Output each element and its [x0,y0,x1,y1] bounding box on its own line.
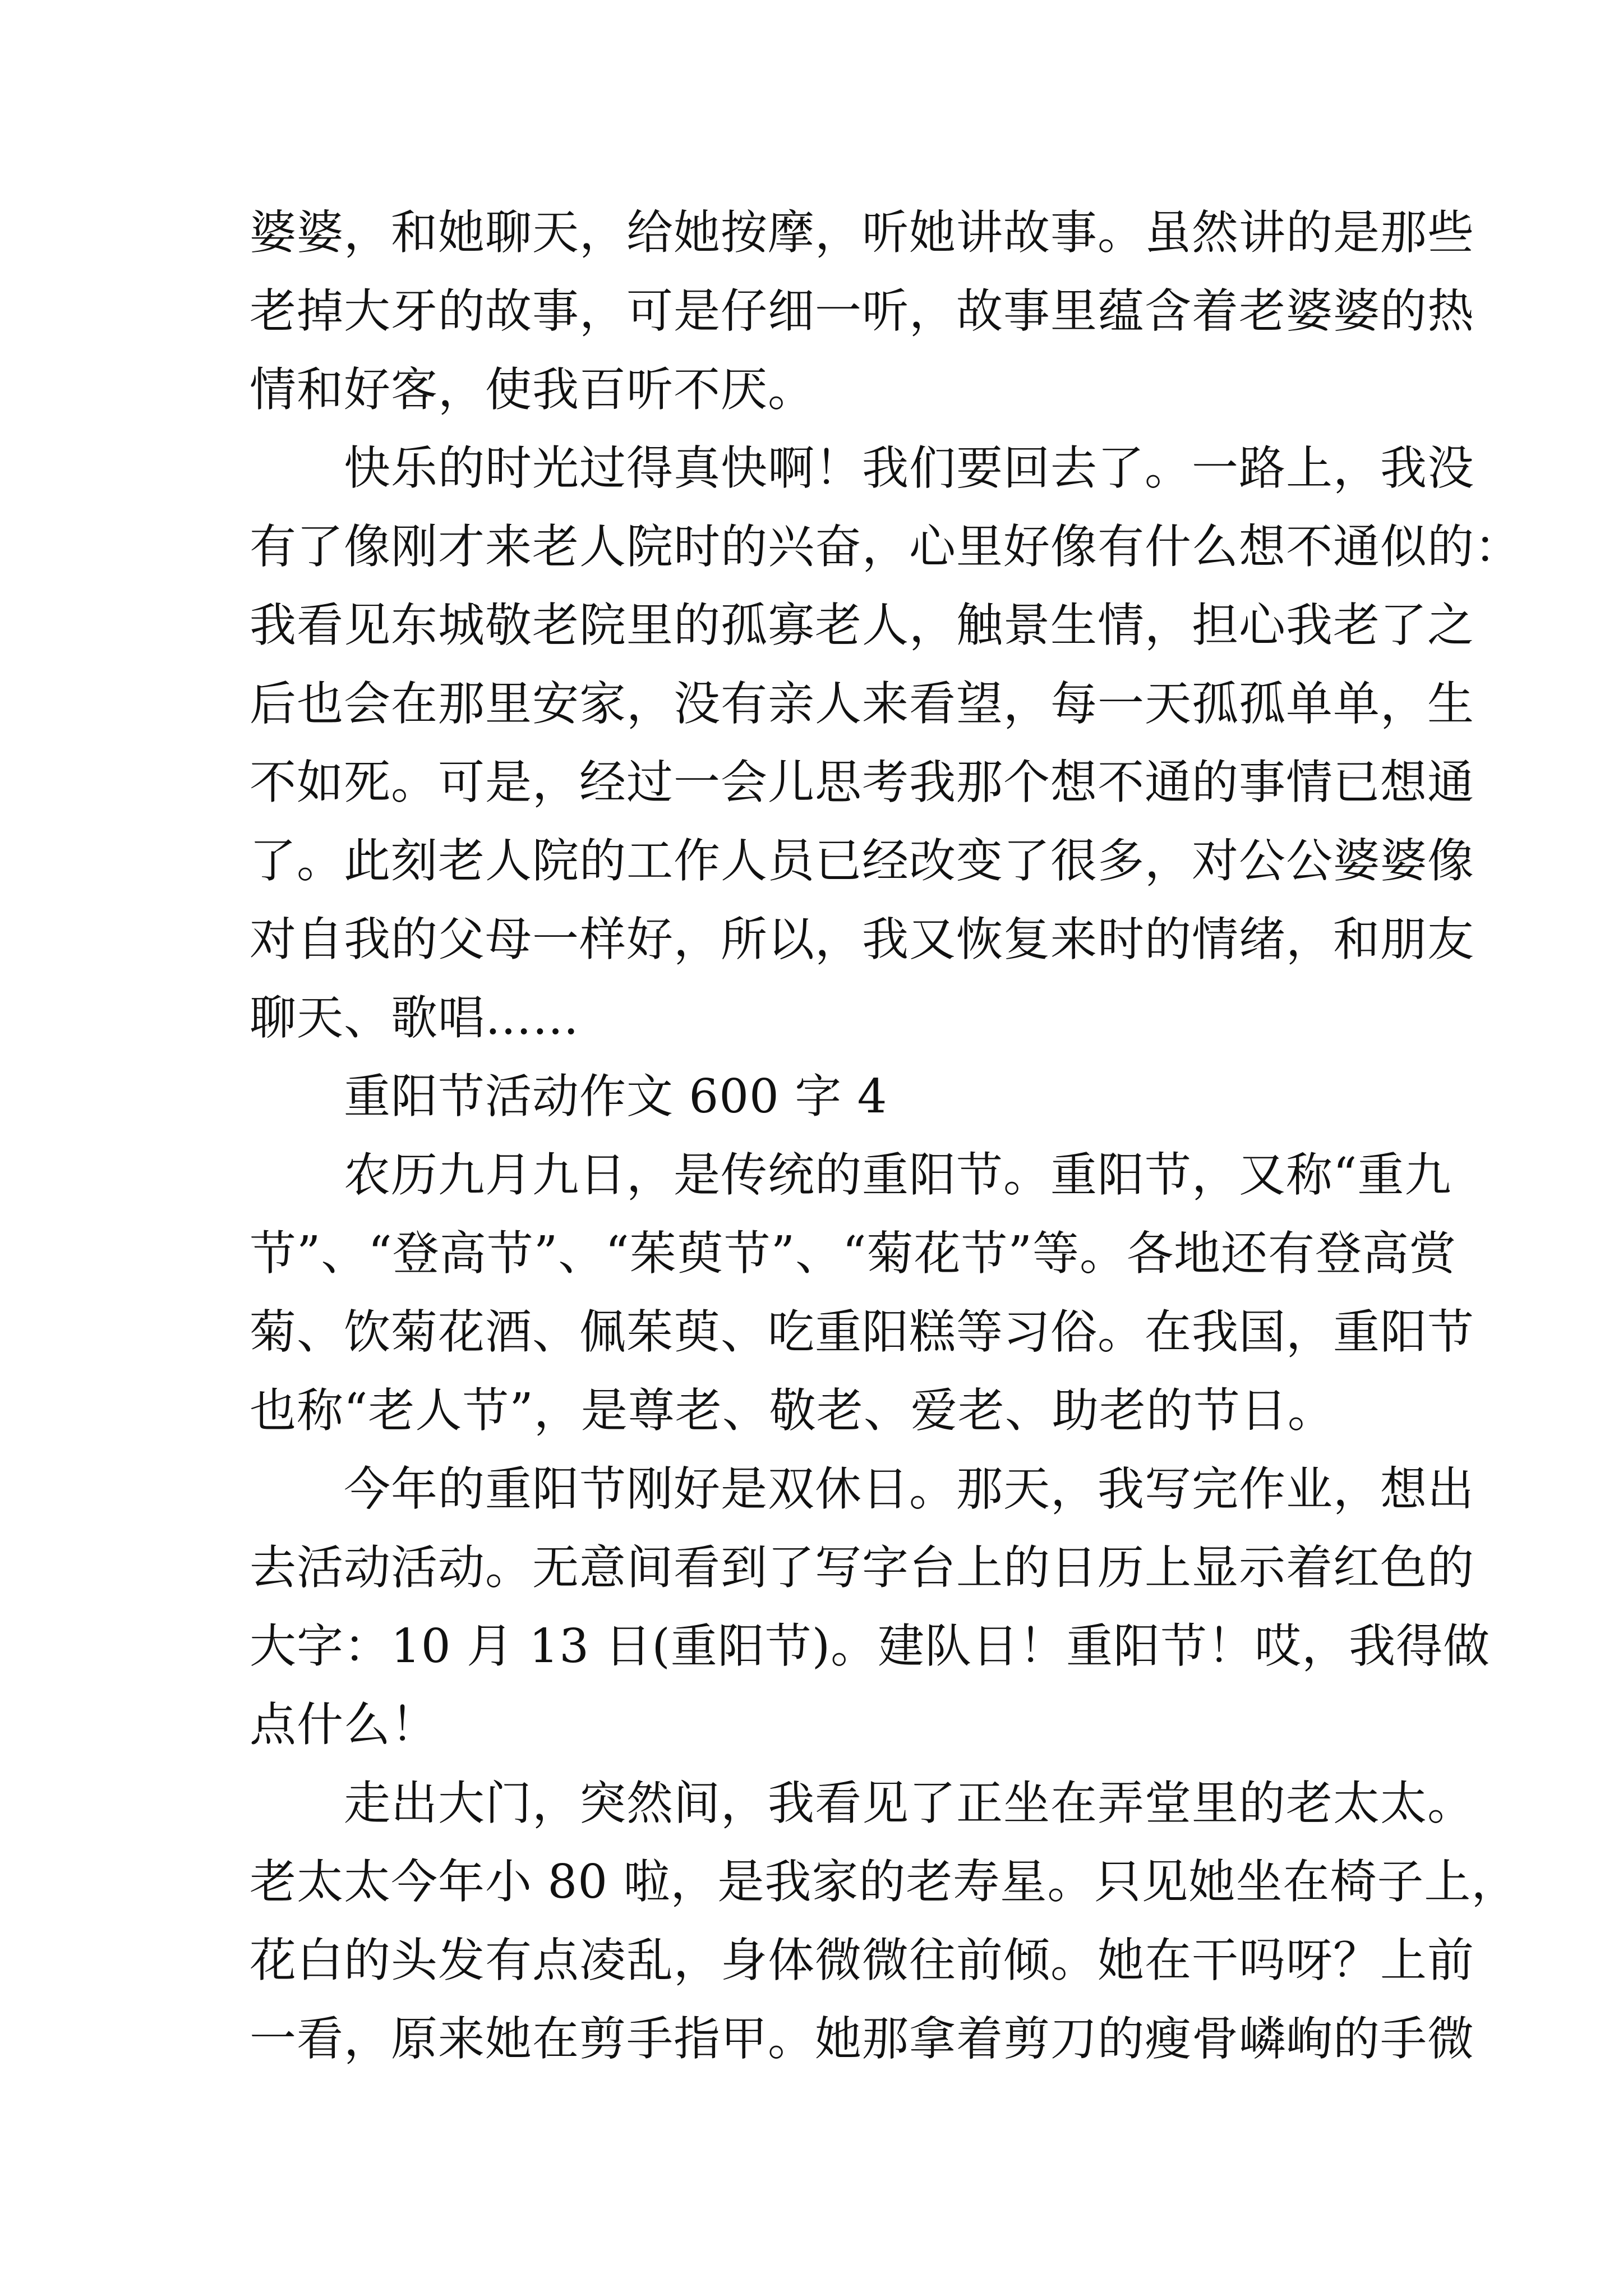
document-body [250,194,1521,2078]
text-line: 老掉大牙的故事，可是仔细一听，故事里蕴含着老婆婆的热 [250,284,1474,338]
text-line: 后也会在那里安家，没有亲人来看望，每一天孤孤单单，生 [250,677,1474,731]
section-heading: 重阳节活动作文 600 字 4 [344,1069,888,1124]
paragraph-first-line: 快乐的时光过得真快啊！我们要回去了。一路上，我没 [344,441,1474,495]
text-line: 了。此刻老人院的工作人员已经改变了很多，对公公婆婆像 [250,834,1474,888]
text-line: 不如死。可是，经过一会儿思考我那个想不通的事情已想通 [250,755,1474,809]
text-line: 婆婆，和她聊天，给她按摩，听她讲故事。虽然讲的是那些 [250,205,1474,260]
text-line: 老太太今年小 80 啦，是我家的老寿星。只见她坐在椅子上， [250,1855,1519,1909]
text-line: 对自我的父母一样好，所以，我又恢复来时的情绪，和朋友 [250,912,1474,967]
text-line: 菊、饮菊花酒、佩茱萸、吃重阳糕等习俗。在我国，重阳节 [250,1305,1474,1359]
text-line: 去活动活动。无意间看到了写字台上的日历上显示着红色的 [250,1540,1474,1595]
text-line: 花白的头发有点凌乱，身体微微往前倾。她在干吗呀？上前 [250,1933,1474,1987]
paragraph-first-line: 今年的重阳节刚好是双休日。那天，我写完作业，想出 [344,1462,1474,1516]
text-line: 我看见东城敬老院里的孤寡老人，触景生情，担心我老了之 [250,598,1474,652]
text-line: 节”、“登高节”、“茱萸节”、“菊花节”等。各地还有登高赏 [250,1226,1457,1281]
text-line: 一看，原来她在剪手指甲。她那拿着剪刀的瘦骨嶙峋的手微 [250,2012,1474,2066]
text-line: 情和好客，使我百听不厌。 [250,362,815,417]
text-line: 大字：10 月 13 日(重阳节)。建队日！重阳节！哎，我得做 [250,1619,1491,1673]
text-line: 有了像刚才来老人院时的兴奋，心里好像有什么想不通似的： [250,519,1521,574]
text-line: 也称“老人节”，是尊老、敬老、爱老、助老的节日。 [250,1383,1335,1438]
paragraph-first-line: 走出大门，突然间，我看见了正坐在弄堂里的老太太。 [344,1776,1474,1830]
text-line: 点什么！ [250,1697,438,1752]
paragraph-first-line: 农历九月九日，是传统的重阳节。重阳节，又称“重九 [344,1148,1452,1202]
text-line: 聊天、歌唱…… [250,991,579,1045]
